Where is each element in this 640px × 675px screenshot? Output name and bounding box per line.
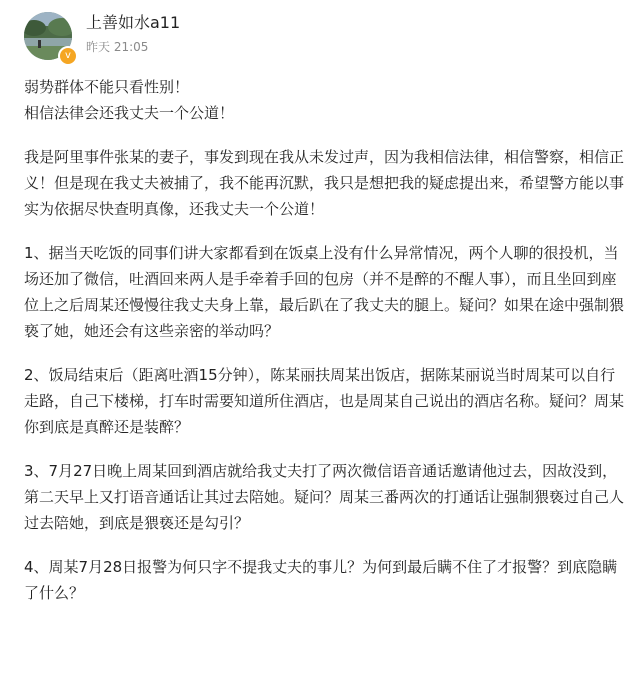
post-paragraph: 弱势群体不能只看性别！ — [24, 78, 190, 96]
post-paragraph: 相信法律会还我丈夫一个公道！ — [24, 104, 235, 122]
author-name[interactable]: 上善如水a11 — [86, 13, 181, 32]
post-paragraph: 3、7月27日晚上周某回到酒店就给我丈夫打了两次微信语音通话邀请他过去，因故没到，第二天早上又打语音通话让其过去陪她。疑问？周某三番两次的打通话让强制猥亵过自己人过去陪她，到底是猥亵还是勾引？ — [24, 462, 625, 532]
post-timestamp[interactable]: 昨天 21:05 — [86, 40, 149, 54]
post-paragraph: 1、据当天吃饭的同事们讲大家都看到在饭桌上没有什么异常情况，两个人聊的很投机，当场还加了微信，吐酒回来两人是手牵着手回的包房（并不是醉的不醒人事），而且坐回到座位上之后周某还慢慢往我丈夫身上靠，最后趴在了我丈夫的腿上。疑问？如果在途中强制猥亵了她，她还会有这些亲密的举动吗？ — [24, 244, 625, 340]
post-body — [24, 74, 624, 606]
post-paragraph: 我是阿里事件张某的妻子，事发到现在我从未发过声，因为我相信法律，相信警察，相信正义！但是现在我丈夫被捕了，我不能再沉默，我只是想把我的疑虑提出来，希望警方能以事实为依据尽快查明真像，还我丈夫一个公道！ — [24, 148, 625, 218]
verified-badge-icon: v — [58, 46, 78, 66]
post-paragraph: 4、周某7月28日报警为何只字不提我丈夫的事儿？为何到最后瞒不住了才报警？到底隐瞒了什么？ — [24, 558, 618, 602]
post-paragraph: 2、饭局结束后（距离吐酒15分钟），陈某丽扶周某出饭店，据陈某丽说当时周某可以自行走路，自己下楼梯，打车时需要知道所住酒店，也是周某自己说出的酒店名称。疑问？周某你到底是真醉还是装醉？ — [24, 366, 625, 436]
